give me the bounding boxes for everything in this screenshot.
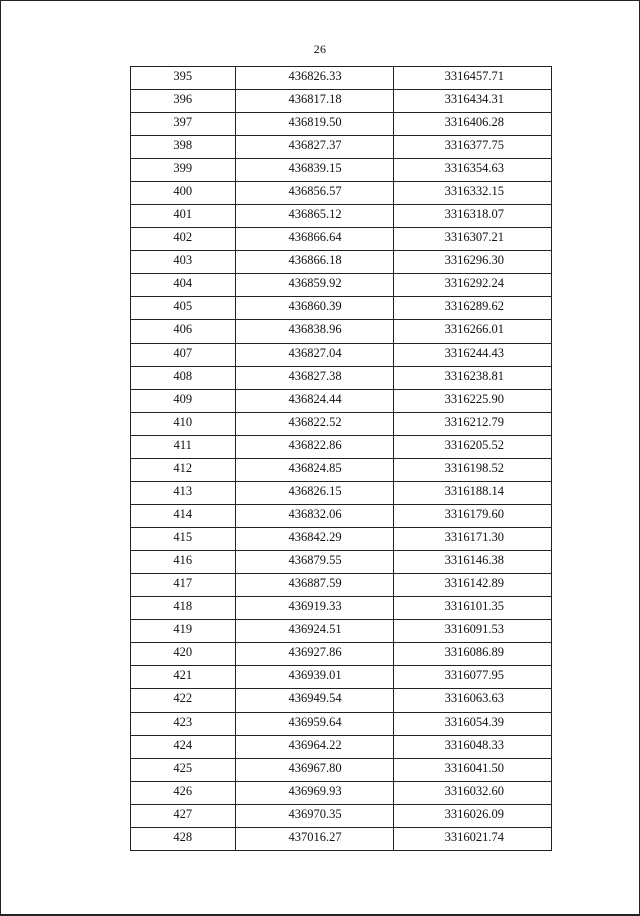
y-coordinate-cell: 3316296.30 (393, 251, 551, 274)
table-row (131, 574, 551, 597)
table-row (131, 159, 551, 182)
table-row (131, 666, 551, 689)
table-row (131, 182, 551, 205)
table-row (131, 804, 551, 827)
table-row (131, 389, 551, 412)
y-coordinate-cell: 3316077.95 (393, 666, 551, 689)
y-coordinate-cell: 3316307.21 (393, 228, 551, 251)
point-number-cell: 411 (131, 435, 235, 458)
x-coordinate-cell: 436822.52 (235, 412, 393, 435)
point-number-cell: 408 (131, 366, 235, 389)
x-coordinate-cell: 436927.86 (235, 643, 393, 666)
point-number-cell: 424 (131, 735, 235, 758)
y-coordinate-cell: 3316434.31 (393, 89, 551, 112)
x-coordinate-cell: 436826.15 (235, 481, 393, 504)
y-coordinate-cell: 3316377.75 (393, 135, 551, 158)
y-coordinate-cell: 3316021.74 (444, 829, 504, 844)
table-row (131, 320, 551, 343)
table-row (131, 435, 551, 458)
y-coordinate-cell: 3316292.24 (393, 274, 551, 297)
y-coordinate-cell: 3316063.63 (393, 689, 551, 712)
x-coordinate-cell: 436866.18 (235, 251, 393, 274)
y-coordinate-cell: 3316179.60 (393, 504, 551, 527)
y-coordinate-cell: 3316354.63 (393, 159, 551, 182)
point-number-cell: 412 (131, 458, 235, 481)
x-coordinate-cell: 436859.92 (235, 274, 393, 297)
point-number-cell: 427 (131, 804, 235, 827)
y-coordinate-cell: 3316225.90 (393, 389, 551, 412)
point-number-cell: 400 (131, 182, 235, 205)
table-row (131, 412, 551, 435)
table-row (131, 366, 551, 389)
x-coordinate-cell: 436939.01 (235, 666, 393, 689)
point-number-cell: 401 (131, 205, 235, 228)
table-row (131, 274, 551, 297)
table-row (131, 528, 551, 551)
point-number-cell: 404 (131, 274, 235, 297)
x-coordinate-cell: 436824.44 (235, 389, 393, 412)
point-number-cell: 407 (131, 343, 235, 366)
x-coordinate-cell: 436866.64 (235, 228, 393, 251)
y-coordinate-cell: 3316332.15 (393, 182, 551, 205)
y-coordinate-cell: 3316212.79 (393, 412, 551, 435)
y-coordinate-cell: 3316026.09 (393, 804, 551, 827)
x-coordinate-cell: 436970.35 (235, 804, 393, 827)
table-row (131, 89, 551, 112)
x-coordinate-cell: 436824.85 (235, 458, 393, 481)
point-number-cell: 402 (131, 228, 235, 251)
y-coordinate-cell: 3316032.60 (393, 781, 551, 804)
x-coordinate-cell: 436919.33 (235, 597, 393, 620)
point-number-cell: 405 (131, 297, 235, 320)
point-number-cell: 410 (131, 412, 235, 435)
table-row (131, 481, 551, 504)
x-coordinate-cell: 436964.22 (235, 735, 393, 758)
table-row (131, 67, 551, 89)
x-coordinate-cell: 436819.50 (235, 112, 393, 135)
x-coordinate-cell: 436949.54 (235, 689, 393, 712)
y-coordinate-cell: 3316146.38 (393, 551, 551, 574)
point-number-cell: 420 (131, 643, 235, 666)
table-row (131, 458, 551, 481)
point-number-cell: 414 (131, 504, 235, 527)
x-coordinate-cell: 436839.15 (235, 159, 393, 182)
x-coordinate-cell: 436887.59 (235, 574, 393, 597)
point-number-cell: 423 (131, 712, 235, 735)
y-coordinate-cell: 3316142.89 (393, 574, 551, 597)
y-coordinate-cell: 3316048.33 (393, 735, 551, 758)
table-row (131, 620, 551, 643)
x-coordinate-cell: 436826.33 (235, 67, 393, 89)
y-coordinate-cell: 3316188.14 (393, 481, 551, 504)
point-number-cell: 395 (131, 67, 235, 89)
x-coordinate-cell: 436842.29 (235, 528, 393, 551)
table-row (131, 205, 551, 228)
point-number-cell: 398 (131, 135, 235, 158)
table-row (131, 827, 551, 850)
x-coordinate-cell: 436827.37 (235, 135, 393, 158)
table-row (131, 228, 551, 251)
table-row (131, 251, 551, 274)
y-coordinate-cell: 3316091.53 (393, 620, 551, 643)
table-row (131, 343, 551, 366)
x-coordinate-cell: 436856.57 (235, 182, 393, 205)
point-number-cell: 409 (131, 389, 235, 412)
y-coordinate-cell: 3316171.30 (393, 528, 551, 551)
point-number-cell: 403 (131, 251, 235, 274)
x-coordinate-cell: 436817.18 (235, 89, 393, 112)
x-coordinate-cell: 436822.86 (235, 435, 393, 458)
point-number-cell: 417 (131, 574, 235, 597)
point-number-cell: 426 (131, 781, 235, 804)
table-row (131, 689, 551, 712)
point-number-cell: 416 (131, 551, 235, 574)
x-coordinate-cell: 436832.06 (235, 504, 393, 527)
point-number-cell: 415 (131, 528, 235, 551)
point-number-cell: 413 (131, 481, 235, 504)
x-coordinate-cell: 436860.39 (235, 297, 393, 320)
y-coordinate-cell: 3316289.62 (393, 297, 551, 320)
table-row (131, 597, 551, 620)
point-number-cell: 422 (131, 689, 235, 712)
y-coordinate-cell: 3316244.43 (393, 343, 551, 366)
page-number: 26 (313, 42, 327, 56)
x-coordinate-cell: 436827.04 (235, 343, 393, 366)
table-row (131, 551, 551, 574)
point-number-cell: 421 (131, 666, 235, 689)
point-number-cell: 396 (131, 89, 235, 112)
coordinate-table (131, 67, 551, 850)
x-coordinate-cell: 436967.80 (235, 758, 393, 781)
x-coordinate-cell: 436879.55 (235, 551, 393, 574)
x-coordinate-cell: 436959.64 (235, 712, 393, 735)
x-coordinate-cell: 437016.27 (235, 827, 393, 850)
point-number-cell: 425 (131, 758, 235, 781)
point-number-cell: 428 (131, 827, 235, 850)
point-number-cell: 397 (131, 112, 235, 135)
table-row (131, 135, 551, 158)
y-coordinate-cell: 3316041.50 (393, 758, 551, 781)
table-row (131, 643, 551, 666)
coordinate-table-body (131, 67, 551, 850)
point-number-cell: 419 (131, 620, 235, 643)
y-coordinate-cell: 3316205.52 (393, 435, 551, 458)
x-coordinate-cell: 436838.96 (235, 320, 393, 343)
y-coordinate-cell: 3316266.01 (393, 320, 551, 343)
point-number-cell: 418 (131, 597, 235, 620)
y-coordinate-cell: 3316238.81 (393, 366, 551, 389)
table-row (131, 781, 551, 804)
y-coordinate-cell: 3316054.39 (393, 712, 551, 735)
table-row (131, 712, 551, 735)
x-coordinate-cell: 436924.51 (235, 620, 393, 643)
point-number-cell: 406 (131, 320, 235, 343)
table-row (131, 504, 551, 527)
x-coordinate-cell: 436865.12 (235, 205, 393, 228)
y-coordinate-cell: 3316406.28 (393, 112, 551, 135)
table-row (131, 297, 551, 320)
y-coordinate-cell: 3316198.52 (393, 458, 551, 481)
y-coordinate-cell: 3316318.07 (393, 205, 551, 228)
coordinate-table-container (130, 66, 552, 851)
x-coordinate-cell: 436827.38 (235, 366, 393, 389)
y-coordinate-cell: 3316457.71 (393, 67, 551, 89)
x-coordinate-cell: 436969.93 (235, 781, 393, 804)
table-row (131, 735, 551, 758)
table-row (131, 758, 551, 781)
y-coordinate-cell: 3316101.35 (393, 597, 551, 620)
point-number-cell: 399 (131, 159, 235, 182)
table-row (131, 112, 551, 135)
y-coordinate-cell: 3316086.89 (393, 643, 551, 666)
